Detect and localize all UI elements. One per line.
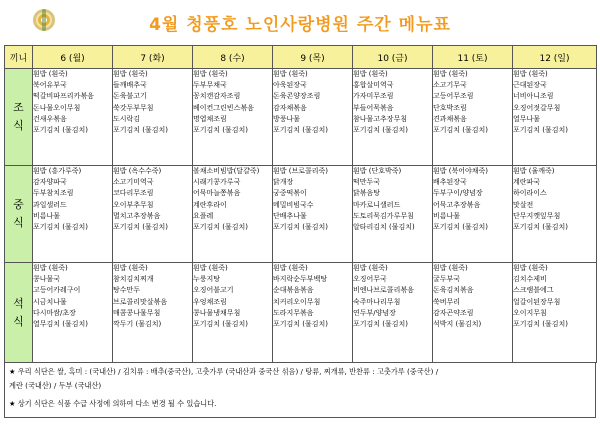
day-header: 10 (금) <box>353 46 433 69</box>
day-header: 11 (토) <box>433 46 513 69</box>
menu-item: 포기김치 (물김치) <box>513 126 569 135</box>
day-header: 8 (수) <box>193 46 273 69</box>
meal-label: 조 식 <box>5 69 33 166</box>
menu-item: 포기김치 (물김치) <box>33 126 89 135</box>
menu-item: 포기김치 (물김치) <box>433 223 489 232</box>
menu-cell <box>33 69 113 166</box>
menu-cell <box>513 263 597 363</box>
menu-item: 흰밥 (흰죽) <box>513 264 548 272</box>
menu-item: 오징어젓갈무침 <box>513 103 561 112</box>
menu-item: 계란후라이 <box>193 200 227 209</box>
menu-item: 소고기무국 <box>433 81 467 90</box>
menu-item: 마카로니샐러드 <box>353 200 401 209</box>
menu-item: 포기김치 (물김치) <box>273 223 329 232</box>
menu-item: 포기김치 (물김치) <box>513 223 569 232</box>
menu-item: 다시마쌈/초장 <box>33 308 76 317</box>
menu-item: 오이지무침 <box>513 308 547 317</box>
menu-item: 포기김치 (물김치) <box>353 126 409 135</box>
menu-item: 흰밥 (흰죽) <box>193 264 228 272</box>
meal-row <box>5 69 597 166</box>
menu-item: 참나물고추장무침 <box>353 114 408 123</box>
day-header: 6 (월) <box>33 46 113 69</box>
menu-item: 포기김치 (물김치) <box>193 223 249 232</box>
menu-item: 포기김치 (물김치) <box>113 223 169 232</box>
menu-cell <box>33 166 113 263</box>
menu-item: 깍두기 (물김치) <box>113 320 162 329</box>
menu-cell <box>113 263 193 363</box>
day-header-row <box>5 46 597 69</box>
menu-item: 숙주마나리무침 <box>353 297 401 306</box>
menu-item: 도라지무볶음 <box>273 308 314 317</box>
menu-item: 볼채소비빔밥(달걀죽) <box>193 167 260 175</box>
menu-item: 알타리김치 (물김치) <box>353 223 415 232</box>
menu-item: 어묵고추장볶음 <box>433 200 481 209</box>
menu-item: 명엽채조림 <box>193 114 227 123</box>
menu-cell <box>353 166 433 263</box>
menu-item: 브로콜리맛살볶음 <box>113 297 168 306</box>
menu-cell <box>33 263 113 363</box>
menu-item: 단배추나물 <box>273 211 307 220</box>
corner-label: 끼니 <box>5 46 33 69</box>
menu-item: 단호박조림 <box>433 103 467 112</box>
menu-item: 메밀비빔국수 <box>273 200 314 209</box>
menu-cell <box>113 166 193 263</box>
menu-item: 열무김치 (물김치) <box>33 320 89 329</box>
menu-item: 떡만두국 <box>353 178 381 187</box>
menu-item: 꽁치캔감자조림 <box>193 92 241 101</box>
notes-box <box>4 362 596 418</box>
menu-item: 오징어무국 <box>353 275 387 284</box>
day-header: 9 (목) <box>273 46 353 69</box>
menu-cell <box>273 166 353 263</box>
note-line: ★ 우리 식단은 쌀, 흑미 : (국내산) / 김치류 : 배추(중국산), 고춧가루 (국내산과 중국산 섞음) / 탕류, 찌개류, 반찬류 : 고춧가루 (중국산) / <box>9 367 439 376</box>
menu-cell <box>513 166 597 263</box>
menu-item: 흰밥 (흥가루죽) <box>33 167 82 175</box>
menu-item: 단무지깻잎무침 <box>513 211 561 220</box>
menu-item: 순대볶음볶음 <box>273 286 314 295</box>
menu-item: 돈나물오이무침 <box>33 103 81 112</box>
menu-item: 홍합살미역국 <box>353 81 394 90</box>
menu-item: 포기김치 (물김치) <box>33 223 89 232</box>
note-line: 계란 (국내산) / 두부 (국내산) <box>9 381 102 390</box>
day-header: 7 (화) <box>113 46 193 69</box>
menu-item: 감자곤약조림 <box>433 308 474 317</box>
menu-item: 흰밥 (옥수수죽) <box>113 167 162 175</box>
menu-item: 도시락김 <box>113 114 141 123</box>
menu-item: 궁중떡볶이 <box>273 189 307 198</box>
weekly-menu-table <box>4 45 597 363</box>
menu-item: 맛살전 <box>513 200 534 209</box>
page-title: 4월 청풍호 노인사랑병원 주간 메뉴표 <box>149 15 451 35</box>
menu-item: 두부구이/양념장 <box>433 189 483 198</box>
menu-item: 북어유부국 <box>33 81 67 90</box>
menu-item: 포기김치 (물김치) <box>433 126 489 135</box>
menu-item: 견과채볶음 <box>433 114 467 123</box>
menu-item: 시금치나물 <box>33 297 67 306</box>
menu-item: 아욱된장국 <box>273 81 307 90</box>
menu-item: 고등어무조림 <box>433 92 474 101</box>
menu-item: 시래기콩가루국 <box>193 178 241 187</box>
menu-item: 흰밥 (흰죽) <box>353 70 388 78</box>
menu-item: 참치김치찌개 <box>113 275 154 284</box>
meal-row <box>5 166 597 263</box>
menu-item: 떡갈비파프리카볶음 <box>33 92 94 101</box>
menu-item: 포기김치 (물김치) <box>113 126 169 135</box>
menu-item: 열무나물 <box>513 114 541 123</box>
menu-item: 흰밥 (흰죽) <box>513 70 548 78</box>
menu-cell <box>353 263 433 363</box>
menu-item: 석박지 (물김치) <box>433 320 482 329</box>
menu-item: 흰밥 (흰죽) <box>433 70 468 78</box>
menu-item: 쑥버무리 <box>433 297 461 306</box>
menu-cell <box>433 166 513 263</box>
menu-item: 흰밥 (흰죽) <box>433 264 468 272</box>
menu-item: 흰밥 (율깨죽) <box>513 167 555 175</box>
menu-item: 두부참치조림 <box>33 189 74 198</box>
menu-item: 바지락순두부백탕 <box>273 275 328 284</box>
menu-item: 얼갈이된장무침 <box>513 297 561 306</box>
header <box>0 0 600 44</box>
menu-item: 매콤콩나물무침 <box>113 308 161 317</box>
menu-item: 코다리무조림 <box>113 189 154 198</box>
menu-item: 탕수만두 <box>113 286 141 295</box>
menu-item: 스크램블에그 <box>513 286 554 295</box>
menu-cell <box>113 69 193 166</box>
menu-item: 흰밥 (흰죽) <box>193 70 228 78</box>
menu-cell <box>193 263 273 363</box>
menu-item: 근대된장국 <box>513 81 547 90</box>
menu-item: 오징어불고기 <box>193 286 234 295</box>
menu-body <box>5 69 597 363</box>
menu-item: 우엉채조림 <box>193 297 227 306</box>
menu-item: 두부무채국 <box>193 81 227 90</box>
menu-item: 도토리묵김가루무침 <box>353 211 414 220</box>
menu-item: 콩나물국 <box>33 275 61 284</box>
menu-item: 포기김치 (물김치) <box>273 320 329 329</box>
menu-item: 쑥갓두부무침 <box>113 103 154 112</box>
menu-item: 흰밥 (흰죽) <box>353 264 388 272</box>
menu-item: 베이컨그린빈스볶음 <box>193 103 254 112</box>
menu-item: 흰밥 (흰죽) <box>273 70 308 78</box>
meal-label: 중 식 <box>5 166 33 263</box>
menu-item: 감자양파국 <box>33 178 67 187</box>
day-header: 12 (일) <box>513 46 597 69</box>
menu-item: 흰밥 (브로콜리죽) <box>273 167 329 175</box>
menu-item: 고등어카레구이 <box>33 286 81 295</box>
menu-item: 비엔나브로콜리볶음 <box>353 286 414 295</box>
menu-item: 돈육콘양장조림 <box>273 92 321 101</box>
menu-cell <box>193 69 273 166</box>
menu-item: 건새우볶음 <box>33 114 67 123</box>
menu-item: 요플레 <box>193 211 214 220</box>
menu-item: 치커리오이무침 <box>273 297 321 306</box>
menu-item: 오이부추무침 <box>113 200 154 209</box>
menu-cell <box>273 263 353 363</box>
menu-item: 흰밥 (단호박죽) <box>353 167 402 175</box>
menu-item: 포기김치 (물김치) <box>193 320 249 329</box>
menu-item: 멸치고추장볶음 <box>113 211 161 220</box>
menu-item: 돈육불고기 <box>113 92 147 101</box>
menu-item: 가자미무조림 <box>353 92 394 101</box>
menu-item: 흰밥 (북어야채죽) <box>433 167 489 175</box>
menu-item: 누룽지탕 <box>193 275 221 284</box>
menu-item: 흰밥 (흰죽) <box>113 70 148 78</box>
meal-label: 석 식 <box>5 263 33 363</box>
menu-item: 배추된장국 <box>433 178 467 187</box>
menu-item: 방풍나물 <box>273 114 301 123</box>
menu-item: 어묵마늘쫑볶음 <box>193 189 241 198</box>
menu-item: 돈육김치볶음 <box>433 286 474 295</box>
meal-row <box>5 263 597 363</box>
menu-item: 김치수제비 <box>513 275 547 284</box>
menu-cell <box>433 69 513 166</box>
menu-item: 닭볶음탕 <box>353 189 381 198</box>
menu-item: 과일샐러드 <box>33 200 67 209</box>
menu-cell <box>353 69 433 166</box>
menu-item: 포기김치 (물김치) <box>513 320 569 329</box>
menu-item: 감자채볶음 <box>273 103 307 112</box>
menu-item: 너비아니조림 <box>513 92 554 101</box>
menu-item: 계란파국 <box>513 178 541 187</box>
menu-item: 굴두부국 <box>433 275 461 284</box>
menu-item: 연두부/양념장 <box>353 308 396 317</box>
menu-item: 포기김치 (물김치) <box>353 320 409 329</box>
menu-item: 흰밥 (흰죽) <box>33 70 68 78</box>
menu-cell <box>193 166 273 263</box>
menu-item: 비름나물 <box>433 211 461 220</box>
note-line: ★ 상기 식단은 식품 수급 사정에 의하여 다소 변경 될 수 있습니다. <box>9 399 217 408</box>
menu-item: 포기김치 (물김치) <box>273 126 329 135</box>
menu-item: 흰밥 (흰죽) <box>273 264 308 272</box>
menu-item: 부들어묵볶음 <box>353 103 394 112</box>
menu-item: 소고기미역국 <box>113 178 154 187</box>
menu-item: 비름나물 <box>33 211 61 220</box>
menu-item: 흰밥 (흰죽) <box>33 264 68 272</box>
menu-cell <box>273 69 353 166</box>
menu-item: 닭개장 <box>273 178 294 187</box>
menu-cell <box>513 69 597 166</box>
menu-item: 하이라이스 <box>513 189 547 198</box>
menu-item: 흰밥 (흰죽) <box>113 264 148 272</box>
menu-item: 들깨배추국 <box>113 81 147 90</box>
menu-item: 포기김치 (물김치) <box>193 126 249 135</box>
menu-item: 콩나물냉채무침 <box>193 308 241 317</box>
menu-cell <box>433 263 513 363</box>
